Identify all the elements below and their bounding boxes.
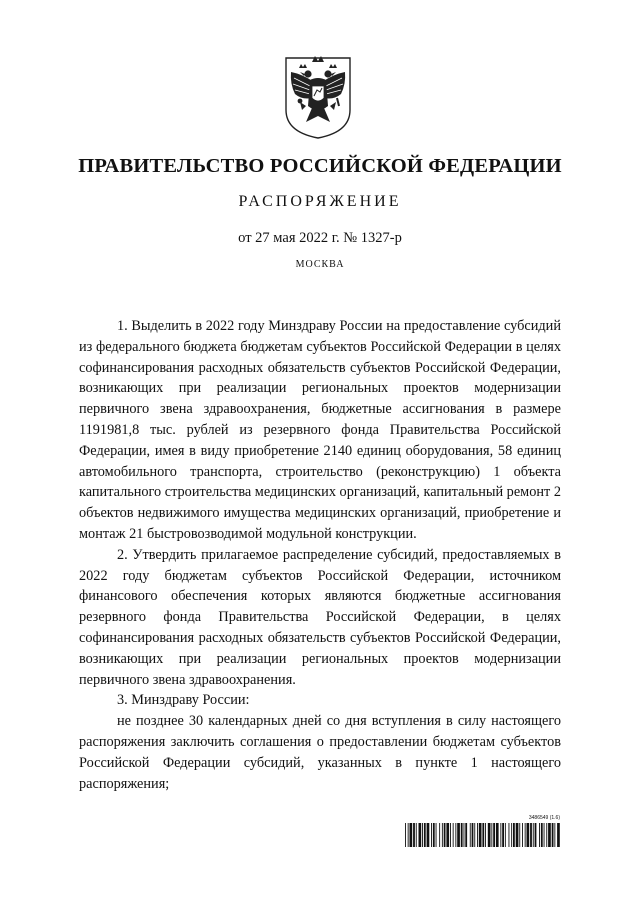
paragraph-2: 2. Утвердить прилагаемое распределение субсидий, предоставляемых в 2022 году бюджетам субъектов Российской Федерации, источником финансового обеспечения которых являются бюджетные ассигнования резервного фонда Правительства Российской Федерации, в целях софинансирования расходных обязательств субъектов Российской Федерации, возникающих при реализации региональных проектов модернизации первичного звена здравоохранения. [79, 546, 561, 688]
document-date-number: от 27 мая 2022 г. № 1327-р [238, 230, 402, 246]
paragraph-3: 3. Минздраву России: [117, 692, 250, 709]
document-body [79, 316, 561, 794]
paragraph-1: 1. Выделить в 2022 году Минздраву России на предоставление субсидий из федерального бюджета бюджетам субъектов Российской Федерации в целях софинансирования расходных обязательств субъектов Российской Федерации, возникающих при реализации региональных проектов модернизации первичного звена здравоохранения, бюджетные ассигнования в размере 1191981,8 тыс. рублей из резервного фонда Правительства Российской Федерации, имея в виду приобретение 2140 единиц оборудования, 58 единиц автомобильного транспорта, строительство (реконструкцию) 1 объекта капитального строительства медицинских организаций, капитальный ремонт 2 объектов недвижимого имущества медицинских организаций, приобретение и монтаж 21 быстровозводимой модульной конструкции. [79, 318, 561, 542]
document-code: 3486549 (1.6) [528, 815, 560, 821]
paragraph-3-item: не позднее 30 календарных дней со дня вступления в силу настоящего распоряжения заключить соглашения о предоставлении бюджетам субъектов Российской Федерации субсидий, указанных в пункте 1 настоящего распоряжения; [79, 713, 561, 792]
barcode-icon [405, 823, 560, 847]
document-type: РАСПОРЯЖЕНИЕ [238, 193, 402, 210]
document-city: МОСКВА [295, 259, 345, 270]
government-title: ПРАВИТЕЛЬСТВО РОССИЙСКОЙ ФЕДЕРАЦИИ [78, 155, 562, 177]
russian-coat-of-arms-icon [282, 52, 354, 140]
